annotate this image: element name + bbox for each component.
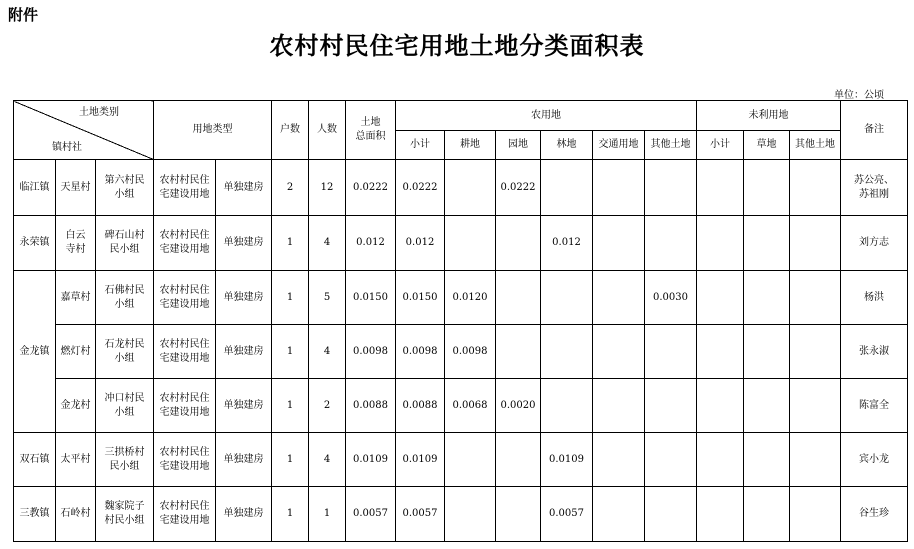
group-cell: 石佛村民 小组: [96, 271, 154, 325]
village-cell: 燃灯村: [56, 325, 96, 379]
remark-cell: 刘方志: [841, 216, 908, 271]
build-type-cell: 单独建房: [216, 379, 272, 433]
remark-cell: 苏公亮、 苏祖刚: [841, 160, 908, 216]
unused-value-cell: [790, 325, 841, 379]
unused-value-cell: [744, 379, 790, 433]
unused-value-cell: [790, 160, 841, 216]
agri-value-cell: [645, 160, 697, 216]
unused-value-cell: [790, 379, 841, 433]
remark-cell: 陈富全: [841, 379, 908, 433]
build-type-cell: 单独建房: [216, 216, 272, 271]
table-row: [14, 271, 908, 325]
agri-value-cell: [645, 216, 697, 271]
unused-value-cell: [697, 160, 744, 216]
agri-value-cell: 0.0057: [541, 487, 593, 542]
households-cell: 1: [272, 379, 309, 433]
village-cell: 石岭村: [56, 487, 96, 542]
unused-value-cell: [744, 216, 790, 271]
unused-value-cell: [697, 379, 744, 433]
land-use-type-cell: 农村村民住 宅建设用地: [154, 216, 216, 271]
village-cell: 嘉草村: [56, 271, 96, 325]
unused-value-cell: [790, 271, 841, 325]
agri-value-cell: [593, 379, 645, 433]
table-row: [14, 487, 908, 542]
agri-value-cell: [593, 160, 645, 216]
land-area-table: [13, 100, 908, 542]
households-cell: 1: [272, 487, 309, 542]
agri-value-cell: [496, 325, 541, 379]
agri-value-cell: [645, 379, 697, 433]
unused-value-cell: [744, 325, 790, 379]
agri-value-cell: 0.0098: [396, 325, 445, 379]
group-cell: 第六村民 小组: [96, 160, 154, 216]
village-cell: 金龙村: [56, 379, 96, 433]
header-unused-grass: 草地: [744, 131, 790, 160]
land-use-type-cell: 农村村民住 宅建设用地: [154, 271, 216, 325]
header-land-use-type: 用地类型: [154, 101, 272, 160]
land-use-type-cell: 农村村民住 宅建设用地: [154, 325, 216, 379]
households-cell: 1: [272, 216, 309, 271]
village-cell: 太平村: [56, 433, 96, 487]
town-cell: 三教镇: [14, 487, 56, 542]
unused-value-cell: [790, 433, 841, 487]
header-diagonal-cell: [14, 101, 154, 160]
agri-value-cell: 0.0109: [541, 433, 593, 487]
agri-value-cell: [445, 487, 496, 542]
header-agri-cultivated: 耕地: [445, 131, 496, 160]
agri-value-cell: [593, 325, 645, 379]
build-type-cell: 单独建房: [216, 433, 272, 487]
agri-value-cell: 0.0120: [445, 271, 496, 325]
population-cell: 4: [309, 433, 346, 487]
total-area-cell: 0.0098: [346, 325, 396, 379]
group-cell: 碑石山村 民小组: [96, 216, 154, 271]
header-remarks: 备注: [841, 101, 908, 160]
total-area-cell: 0.0109: [346, 433, 396, 487]
remark-cell: 杨洪: [841, 271, 908, 325]
village-cell: 白云 寺村: [56, 216, 96, 271]
header-agri-subtotal: 小计: [396, 131, 445, 160]
build-type-cell: 单独建房: [216, 325, 272, 379]
header-agri-garden: 园地: [496, 131, 541, 160]
agri-value-cell: 0.012: [541, 216, 593, 271]
header-households: 户数: [272, 101, 309, 160]
attachment-label: 附件: [8, 6, 39, 24]
header-agri-transport: 交通用地: [593, 131, 645, 160]
agri-value-cell: 0.0068: [445, 379, 496, 433]
land-use-type-cell: 农村村民住 宅建设用地: [154, 433, 216, 487]
table-row: [14, 216, 908, 271]
agri-value-cell: [496, 216, 541, 271]
page-title: 农村村民住宅用地土地分类面积表: [269, 32, 645, 60]
total-area-cell: 0.0057: [346, 487, 396, 542]
population-cell: 12: [309, 160, 346, 216]
agri-value-cell: [496, 271, 541, 325]
remark-cell: 宾小龙: [841, 433, 908, 487]
households-cell: 1: [272, 271, 309, 325]
build-type-cell: 单独建房: [216, 487, 272, 542]
header-agri-other: 其他土地: [645, 131, 697, 160]
table-row: [14, 325, 908, 379]
agri-value-cell: 0.0150: [396, 271, 445, 325]
table-row: [14, 433, 908, 487]
unused-value-cell: [744, 433, 790, 487]
unused-value-cell: [697, 325, 744, 379]
header-unused-other: 其他土地: [790, 131, 841, 160]
agri-value-cell: [496, 433, 541, 487]
group-cell: 冲口村民 小组: [96, 379, 154, 433]
agri-value-cell: 0.0098: [445, 325, 496, 379]
agri-value-cell: [645, 487, 697, 542]
agri-value-cell: [541, 160, 593, 216]
land-use-type-cell: 农村村民住 宅建设用地: [154, 160, 216, 216]
table-row: [14, 379, 908, 433]
group-cell: 三拱桥村 民小组: [96, 433, 154, 487]
agri-value-cell: 0.0088: [396, 379, 445, 433]
town-cell: 临江镇: [14, 160, 56, 216]
build-type-cell: 单独建房: [216, 160, 272, 216]
unused-value-cell: [790, 487, 841, 542]
header-unused-land: 未利用地: [697, 101, 841, 131]
header-unused-subtotal: 小计: [697, 131, 744, 160]
agri-value-cell: 0.0020: [496, 379, 541, 433]
unused-value-cell: [744, 487, 790, 542]
header-land-category: 土地类别: [79, 107, 119, 118]
agri-value-cell: 0.012: [396, 216, 445, 271]
land-use-type-cell: 农村村民住 宅建设用地: [154, 487, 216, 542]
agri-value-cell: [645, 325, 697, 379]
unused-value-cell: [697, 216, 744, 271]
header-town-village: 镇村社: [52, 142, 82, 153]
town-cell: 双石镇: [14, 433, 56, 487]
population-cell: 1: [309, 487, 346, 542]
agri-value-cell: [541, 271, 593, 325]
agri-value-cell: [645, 433, 697, 487]
agri-value-cell: [593, 216, 645, 271]
agri-value-cell: [593, 487, 645, 542]
agri-value-cell: [445, 216, 496, 271]
agri-value-cell: 0.0057: [396, 487, 445, 542]
unused-value-cell: [697, 487, 744, 542]
total-area-cell: 0.012: [346, 216, 396, 271]
agri-value-cell: [541, 325, 593, 379]
population-cell: 2: [309, 379, 346, 433]
village-cell: 天星村: [56, 160, 96, 216]
agri-value-cell: [496, 487, 541, 542]
agri-value-cell: 0.0222: [396, 160, 445, 216]
agri-value-cell: [445, 433, 496, 487]
land-use-type-cell: 农村村民住 宅建设用地: [154, 379, 216, 433]
unused-value-cell: [744, 160, 790, 216]
group-cell: 魏家院子 村民小组: [96, 487, 154, 542]
header-population: 人数: [309, 101, 346, 160]
population-cell: 4: [309, 216, 346, 271]
build-type-cell: 单独建房: [216, 271, 272, 325]
agri-value-cell: 0.0222: [496, 160, 541, 216]
total-area-cell: 0.0150: [346, 271, 396, 325]
unused-value-cell: [697, 271, 744, 325]
unit-label: 单位：公顷: [834, 90, 884, 101]
households-cell: 1: [272, 325, 309, 379]
remark-cell: 谷生珍: [841, 487, 908, 542]
header-total-area: 土地 总面积: [346, 101, 396, 160]
population-cell: 4: [309, 325, 346, 379]
header-agri-land: 农用地: [396, 101, 697, 131]
total-area-cell: 0.0088: [346, 379, 396, 433]
households-cell: 2: [272, 160, 309, 216]
agri-value-cell: [541, 379, 593, 433]
town-cell: 永荣镇: [14, 216, 56, 271]
population-cell: 5: [309, 271, 346, 325]
agri-value-cell: 0.0030: [645, 271, 697, 325]
group-cell: 石龙村民 小组: [96, 325, 154, 379]
unused-value-cell: [697, 433, 744, 487]
total-area-cell: 0.0222: [346, 160, 396, 216]
agri-value-cell: 0.0109: [396, 433, 445, 487]
table-row: [14, 160, 908, 216]
header-agri-forest: 林地: [541, 131, 593, 160]
agri-value-cell: [593, 433, 645, 487]
unused-value-cell: [744, 271, 790, 325]
town-cell: 金龙镇: [14, 271, 56, 433]
unused-value-cell: [790, 216, 841, 271]
agri-value-cell: [593, 271, 645, 325]
remark-cell: 张永淑: [841, 325, 908, 379]
households-cell: 1: [272, 433, 309, 487]
agri-value-cell: [445, 160, 496, 216]
